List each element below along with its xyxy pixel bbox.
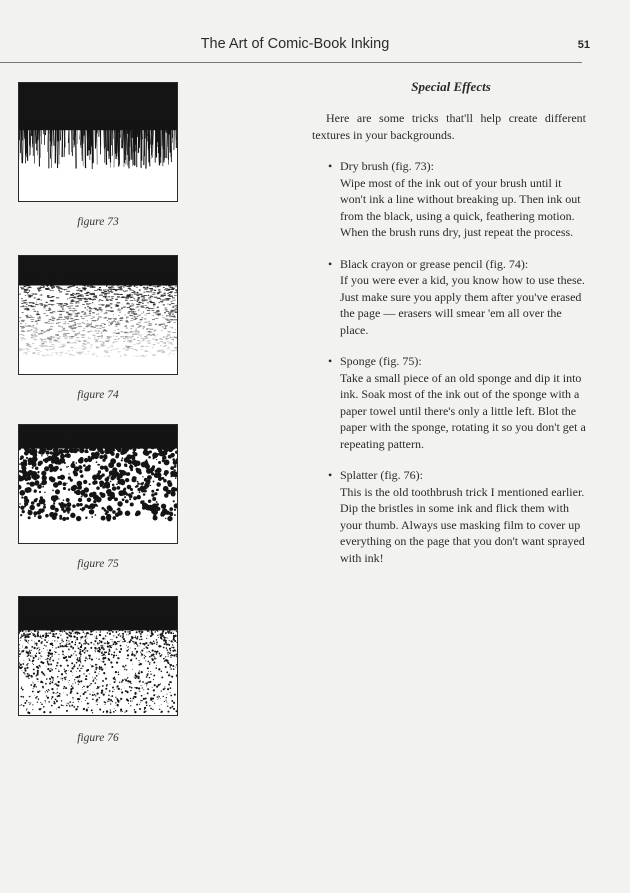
tip-dry-brush [328, 158, 588, 241]
figure-76-illustration [18, 596, 178, 716]
figure-74-illustration [18, 255, 178, 375]
bullet: • [328, 256, 333, 271]
running-header-title: The Art of Comic-Book Inking [200, 36, 390, 52]
tip-body: If you were ever a kid, you know how to use these. Just make sure you apply them after you've erased the page — erasers will smear 'em all over the place. [340, 273, 585, 337]
splatter-texture [19, 597, 177, 715]
tip-heading: Sponge (fig. 75): [340, 354, 422, 368]
tip-heading: Dry brush (fig. 73): [340, 159, 434, 173]
tip-body: Take a small piece of an old sponge and dip it into ink. Soak most of the ink out of the sponge with a paper towel until there's only a little left. Blot the paper with the sponge, rotating it so you don't get a repeating pattern. [340, 370, 586, 451]
bullet: • [328, 354, 333, 368]
page-number: 51 [577, 39, 590, 51]
header-rule [0, 62, 582, 63]
figure-75-illustration [18, 424, 178, 544]
tip-sponge [328, 353, 588, 452]
tip-body: Wipe most of the ink out of your brush until it won't ink a line without breaking up. Then ink out from the black, using a quick, feathering motion. When the brush runs dry, just repeat the process. [340, 175, 581, 239]
intro-paragraph: Here are some tricks that'll help create different textures in your backgrounds. [312, 111, 586, 142]
tip-crayon [328, 256, 588, 339]
figure-73-caption: figure 73 [77, 216, 119, 228]
figure-74-caption: figure 74 [77, 389, 119, 401]
dry-brush-texture [19, 83, 177, 201]
tip-heading: Splatter (fig. 76): [340, 468, 423, 482]
bullet: • [328, 159, 333, 173]
figure-73-illustration [18, 82, 178, 202]
figure-75-caption: figure 75 [77, 558, 119, 570]
tip-splatter [328, 467, 588, 566]
tip-body: This is the old toothbrush trick I mentioned earlier. Dip the bristles in some ink and flick them with your thumb. Always use masking film to cover up everything on the page that you don't want sprayed with ink! [340, 484, 585, 565]
figure-76-caption: figure 76 [77, 732, 119, 744]
sponge-texture [19, 425, 177, 543]
tips-list [328, 158, 588, 581]
bullet: • [328, 468, 333, 482]
crayon-texture [19, 256, 177, 374]
section-title: Special Effects [411, 79, 491, 94]
tip-heading: Black crayon or grease pencil (fig. 74): [340, 256, 529, 271]
